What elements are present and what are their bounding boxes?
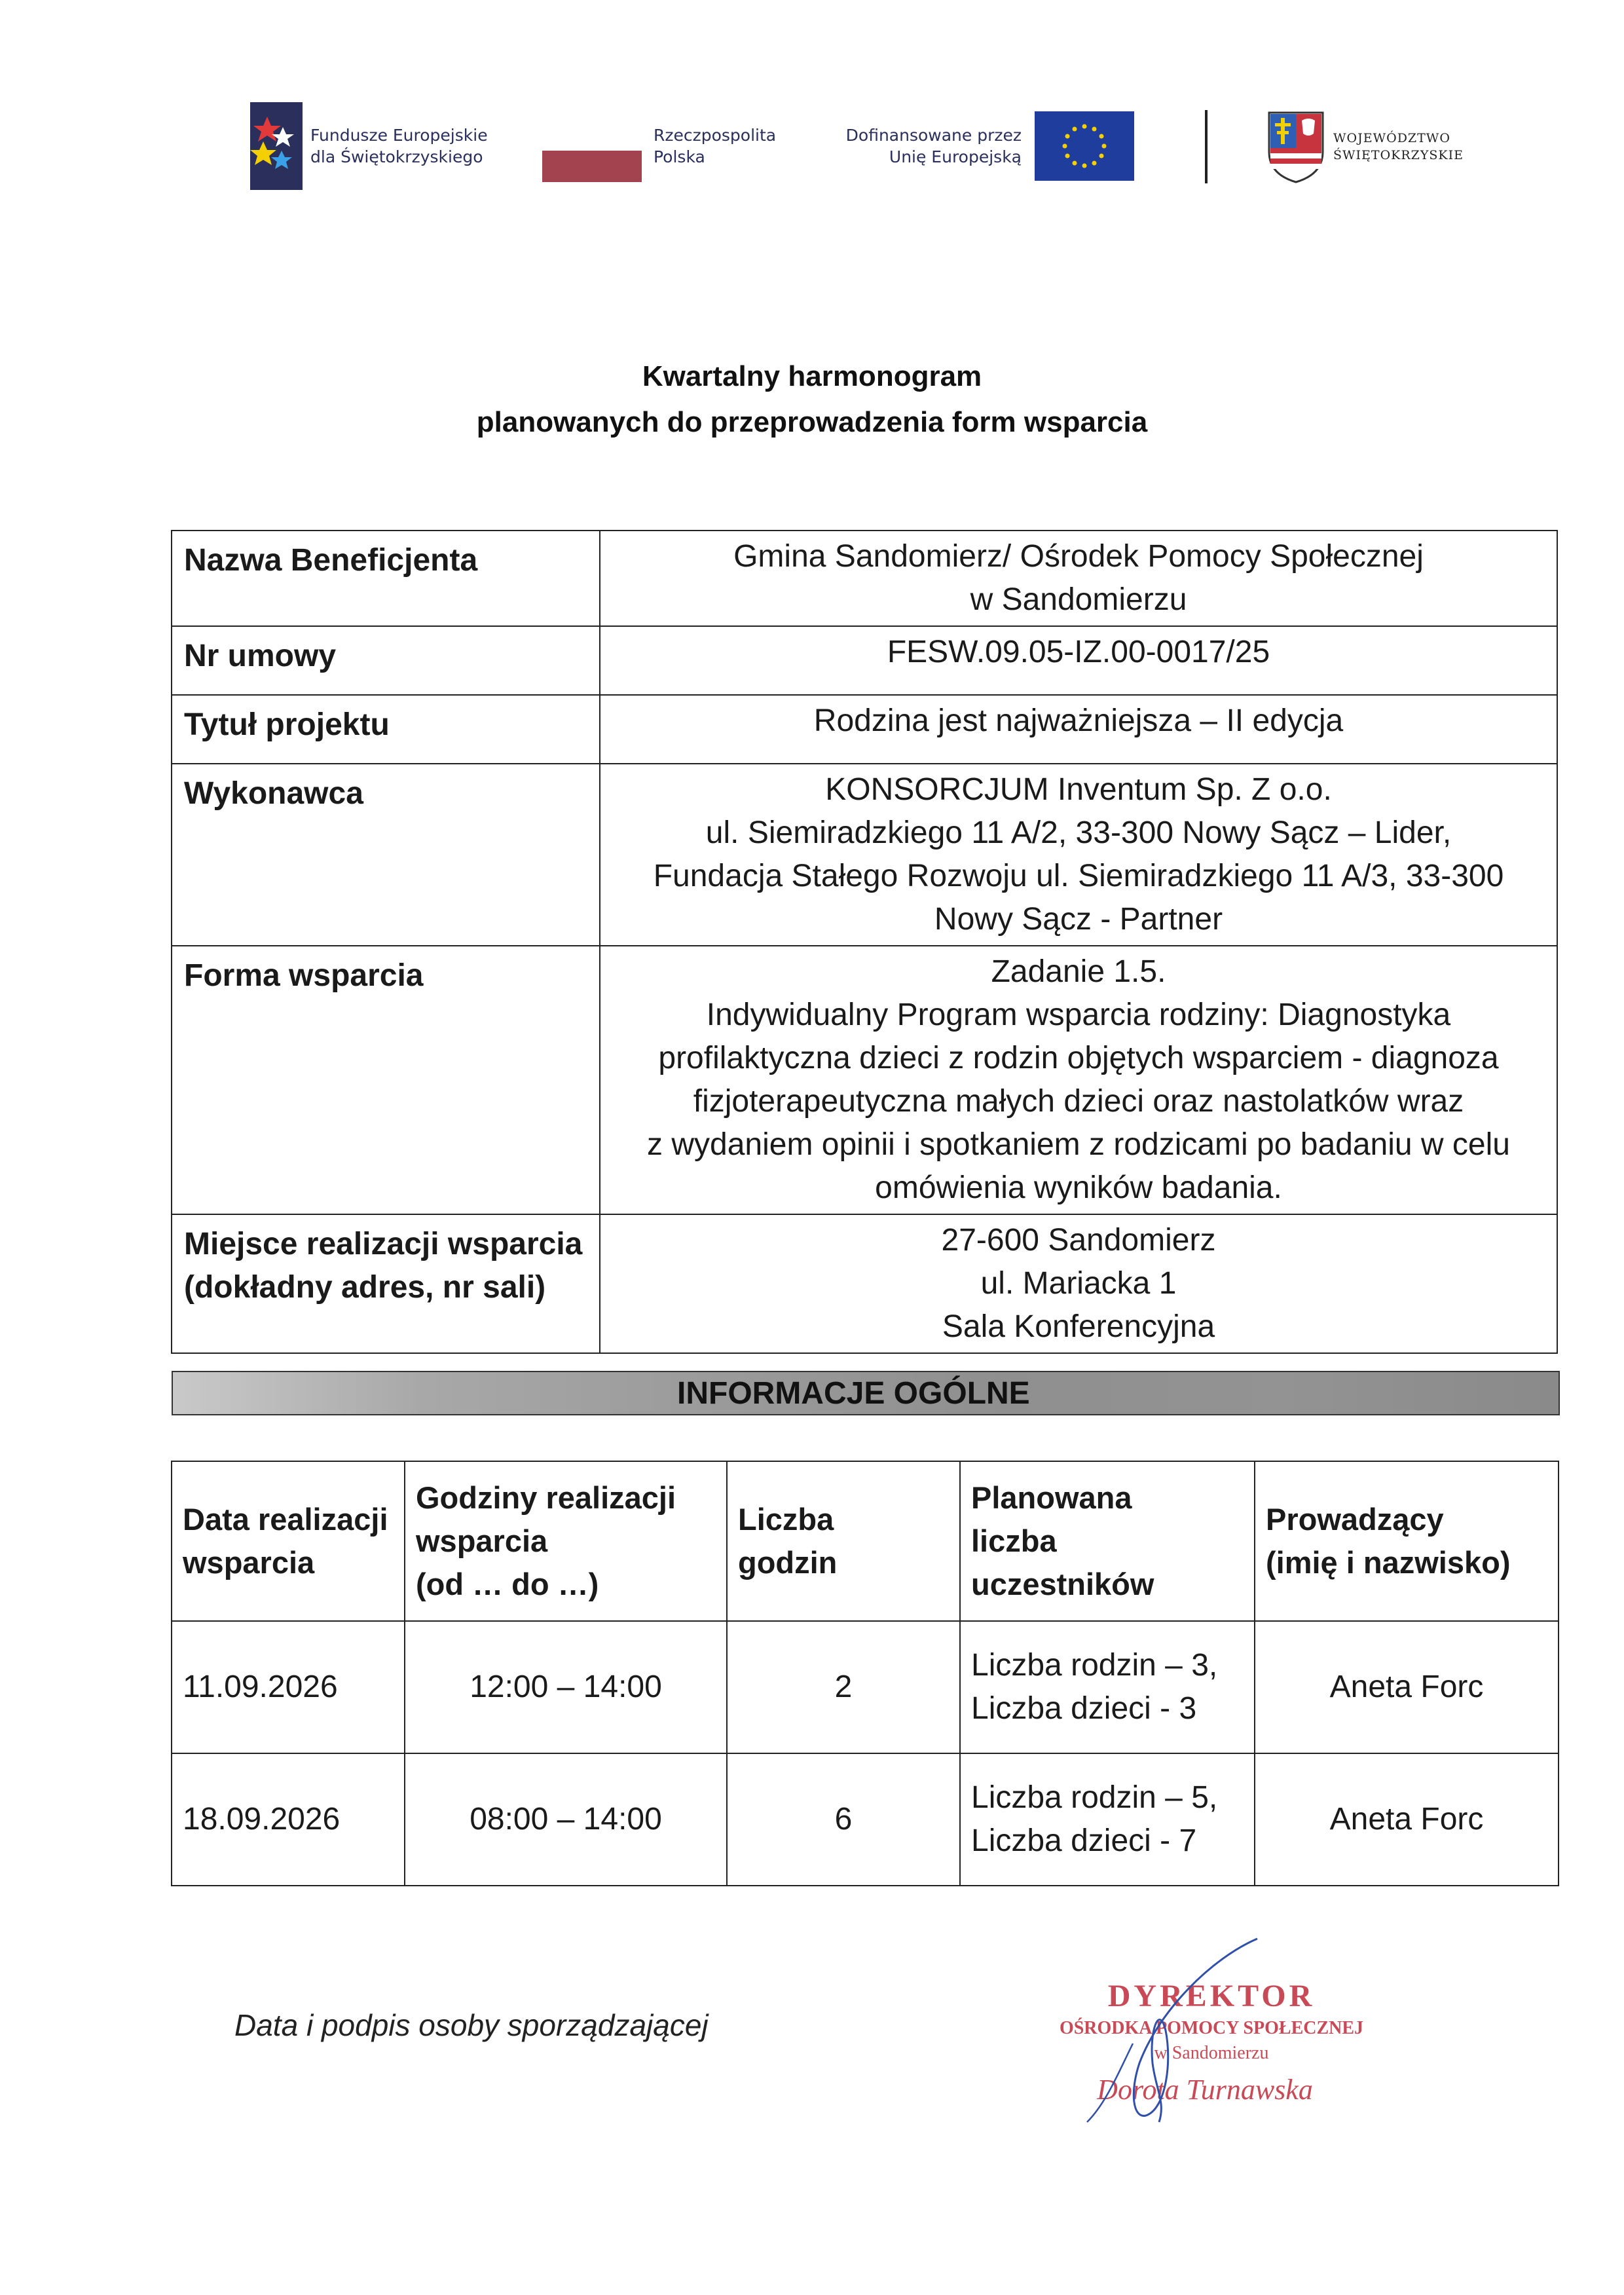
fe-logo-icon	[250, 102, 303, 190]
participants-cell	[960, 1753, 1255, 1886]
row-value	[600, 1214, 1557, 1353]
value-line: Gmina Sandomierz/ Ośrodek Pomocy Społecznej	[733, 539, 1424, 574]
column-header	[960, 1461, 1255, 1621]
column-header	[1255, 1461, 1559, 1621]
table-row	[172, 1214, 1557, 1353]
table-row	[172, 626, 1557, 695]
row-value	[600, 764, 1557, 946]
fe-logo-line: Fundusze Europejskie	[310, 126, 488, 145]
value-line: w Sandomierzu	[970, 582, 1187, 617]
fe-logo-text	[310, 124, 488, 168]
header-line: wsparcia	[416, 1523, 548, 1558]
table-row	[172, 764, 1557, 946]
header-line: Godziny realizacji	[416, 1480, 676, 1515]
table-row	[172, 1621, 1559, 1753]
participants-line: Liczba dzieci - 3	[971, 1691, 1197, 1726]
label-line: Forma wsparcia	[184, 958, 424, 993]
row-label	[172, 626, 600, 695]
region-coat-of-arms-icon	[1268, 111, 1324, 183]
header-line: godzin	[738, 1545, 838, 1580]
row-label	[172, 695, 600, 764]
label-line: Miejsce realizacji wsparcia	[184, 1227, 583, 1261]
date-cell: 18.09.2026	[172, 1753, 405, 1886]
project-info-table	[171, 530, 1558, 1354]
eu-cofinance-line: Unię Europejską	[889, 147, 1022, 166]
hours-cell: 12:00 – 14:00	[405, 1621, 727, 1753]
header-line: Liczba	[738, 1502, 834, 1537]
handwritten-signature-icon	[1061, 1932, 1270, 2129]
header-line: Planowana	[971, 1480, 1132, 1515]
date-cell: 11.09.2026	[172, 1621, 405, 1753]
row-value	[600, 946, 1557, 1214]
value-line: Nowy Sącz - Partner	[934, 902, 1223, 937]
row-label	[172, 1214, 600, 1353]
header-line: Prowadzący	[1266, 1502, 1444, 1537]
value-line: Fundacja Stałego Rozwoju ul. Siemiradzkiego 11 A/3, 33-300	[653, 859, 1504, 893]
section-banner-title: INFORMACJE OGÓLNE	[677, 1376, 1030, 1411]
table-row	[172, 531, 1557, 626]
region-name-text	[1333, 130, 1464, 164]
table-header-row	[172, 1461, 1559, 1621]
table-row	[172, 1753, 1559, 1886]
lead-cell: Aneta Forc	[1255, 1753, 1559, 1886]
logo-divider	[1205, 110, 1208, 183]
stamp-institution: OŚRODKA POMOCY SPOŁECZNEJ	[1059, 2018, 1364, 2038]
row-value	[600, 626, 1557, 695]
rp-flag-icon	[542, 151, 642, 182]
header-line: liczba	[971, 1523, 1057, 1558]
value-line: FESW.09.05-IZ.00-0017/25	[887, 635, 1270, 669]
stamp-director-name: Dorota Turnawska	[1097, 2074, 1313, 2106]
title-line: planowanych do przeprowadzenia form wsparcia	[476, 406, 1148, 438]
page-title	[0, 354, 1624, 445]
rp-logo-text	[654, 124, 776, 168]
header-line: wsparcia	[183, 1545, 315, 1580]
value-line: Zadanie 1.5.	[991, 954, 1166, 989]
header-line: (imię i nazwisko)	[1266, 1545, 1511, 1580]
value-line: fizjoterapeutyczna małych dzieci oraz nastolatków wraz	[693, 1084, 1464, 1119]
column-header	[172, 1461, 405, 1621]
eu-cofinance-line: Dofinansowane przez	[845, 126, 1022, 145]
row-label	[172, 764, 600, 946]
row-value	[600, 531, 1557, 626]
table-row	[172, 946, 1557, 1214]
column-header	[405, 1461, 727, 1621]
stamp-title: DYREKTOR	[1107, 1979, 1316, 2013]
value-line: omówienia wyników badania.	[875, 1170, 1282, 1205]
region-name-line: WOJEWÓDZTWO	[1333, 131, 1450, 145]
label-line: Tytuł projektu	[184, 707, 390, 742]
value-line: Rodzina jest najważniejsza – II edycja	[813, 703, 1344, 738]
value-line: Indywidualny Program wsparcia rodziny: Diagnostyka	[706, 998, 1451, 1032]
value-line: Sala Konferencyjna	[942, 1309, 1215, 1344]
label-line: Nazwa Beneficjenta	[184, 543, 478, 578]
value-line: ul. Siemiradzkiego 11 A/2, 33-300 Nowy Sącz – Lider,	[705, 815, 1452, 850]
participants-line: Liczba dzieci - 7	[971, 1823, 1197, 1858]
row-label	[172, 531, 600, 626]
rp-logo-line: Rzeczpospolita	[654, 126, 777, 145]
eu-stars-icon	[1035, 111, 1134, 181]
region-name-line: ŚWIĘTOKRZYSKIE	[1333, 148, 1464, 162]
participants-cell	[960, 1621, 1255, 1753]
stamp-location: w Sandomierzu	[1154, 2043, 1269, 2063]
table-row	[172, 695, 1557, 764]
eu-cofinance-text	[825, 124, 1022, 168]
eu-flag-icon	[1035, 111, 1134, 181]
value-line: z wydaniem opinii i spotkaniem z rodzicami po badaniu w celu	[647, 1127, 1510, 1162]
value-line: 27-600 Sandomierz	[941, 1223, 1216, 1258]
rp-logo-line: Polska	[654, 147, 705, 166]
lead-cell: Aneta Forc	[1255, 1621, 1559, 1753]
schedule-table	[171, 1461, 1559, 1886]
section-banner	[172, 1371, 1560, 1415]
label-line: Wykonawca	[184, 776, 363, 811]
row-value	[600, 695, 1557, 764]
row-label	[172, 946, 600, 1214]
value-line: profilaktyczna dzieci z rodzin objętych wsparciem - diagnoza	[658, 1041, 1499, 1075]
participants-line: Liczba rodzin – 5,	[971, 1780, 1218, 1815]
header-line: (od … do …)	[416, 1567, 599, 1601]
signature-label: Data i podpis osoby sporządzającej	[234, 2008, 709, 2042]
participants-line: Liczba rodzin – 3,	[971, 1648, 1218, 1683]
label-line: Nr umowy	[184, 639, 337, 673]
hours-cell: 08:00 – 14:00	[405, 1753, 727, 1886]
value-line: KONSORCJUM Inventum Sp. Z o.o.	[825, 772, 1332, 807]
value-line: ul. Mariacka 1	[980, 1266, 1177, 1301]
label-line: (dokładny adres, nr sali)	[184, 1270, 546, 1305]
fe-logo-line: dla Świętokrzyskiego	[310, 147, 483, 166]
hours-count-cell: 6	[727, 1753, 960, 1886]
header-line: uczestników	[971, 1567, 1154, 1601]
column-header	[727, 1461, 960, 1621]
title-line: Kwartalny harmonogram	[642, 360, 982, 392]
hours-count-cell: 2	[727, 1621, 960, 1753]
header-line: Data realizacji	[183, 1502, 388, 1537]
